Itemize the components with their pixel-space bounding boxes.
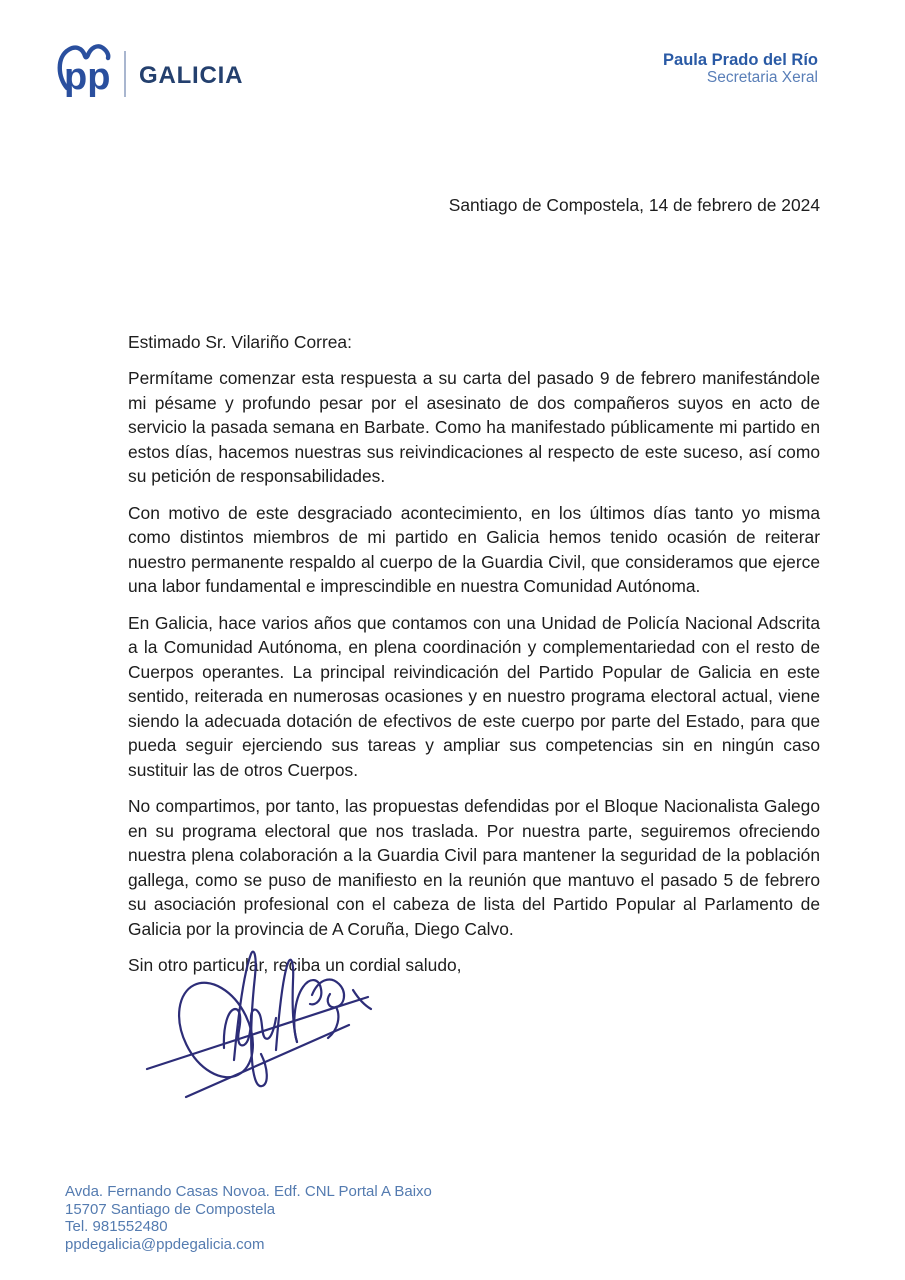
paragraph-1: Permítame comenzar esta respuesta a su carta del pasado 9 de febrero manifestándole mi pésame y profundo pesar por el asesinato de dos compañeros suyos en acto de servicio la pasada semana en Barbate. Como ha manifestado públicamente mi partido en estos días, hacemos nuestras sus reivindicaciones al respecto de este suceso, así como su petición de responsabilidades. xyxy=(128,368,820,486)
footer-city-line: 15707 Santiago de Compostela xyxy=(65,1200,276,1218)
paragraph-4: No compartimos, por tanto, las propuestas defendidas por el Bloque Nacionalista Galego en su programa electoral que nos traslada. Por nuestra parte, seguiremos ofreciendo nuestra plena colaboración a la Guardia Civil para mantener la seguridad de la población gallega, como se puso de manifiesto en la reunión que mantuvo el pasado 5 de febrero su asociación profesional con el cabeza de lista del Partido Popular al Parlamento de Galicia por la provincia de A Coruña, Diego Calvo. xyxy=(128,796,820,939)
author-title: Secretaria Xeral xyxy=(706,69,818,87)
logo-divider xyxy=(124,51,126,97)
letter-body xyxy=(128,193,820,978)
logo-region-name: GALICIA xyxy=(139,62,244,89)
author-block xyxy=(663,51,818,87)
salutation: Estimado Sr. Vilariño Correa: xyxy=(128,331,352,352)
pp-galicia-logo xyxy=(57,42,243,106)
footer-email-line: ppdegalicia@ppdegalicia.com xyxy=(65,1235,265,1253)
footer-address-block xyxy=(65,1183,432,1253)
paragraph-2: Con motivo de este desgraciado acontecimiento, en los últimos días tanto yo misma como distintos miembros de mi partido en Galicia hemos tenido ocasión de reiterar nuestro permanente respaldo al cuerpo de la Guardia Civil, que consideramos que ejerce una labor fundamental e imprescindible en nuestra Comunidad Autónoma. xyxy=(128,502,820,596)
closing-line: Sin otro particular, reciba un cordial saludo, xyxy=(128,955,462,975)
pp-logo-icon xyxy=(57,42,115,106)
signature-image xyxy=(140,948,460,1120)
footer-phone-line: Tel. 981552480 xyxy=(65,1218,168,1236)
dateline: Santiago de Compostela, 14 de febrero de 2024 xyxy=(448,195,820,215)
paragraph-3: En Galicia, hace varios años que contamos con una Unidad de Policía Nacional Adscrita a la Comunidad Autónoma, en plena coordinación y complementariedad con el resto de Cuerpos operantes. La principal reivindicación del Partido Popular de Galicia en este sentido, reiterada en numerosas ocasiones y en nuestro programa electoral actual, viene siendo la adecuada dotación de efectivos de este cuerpo por parte del Estado, para que pueda seguir ejerciendo sus tareas y ampliar sus competencias sin en ningún caso sustituir las de otros Cuerpos. xyxy=(128,612,820,780)
pp-monogram: pp xyxy=(64,56,111,98)
footer-address-line: Avda. Fernando Casas Novoa. Edf. CNL Portal A Baixo xyxy=(65,1183,432,1200)
author-name: Paula Prado del Río xyxy=(663,51,818,69)
